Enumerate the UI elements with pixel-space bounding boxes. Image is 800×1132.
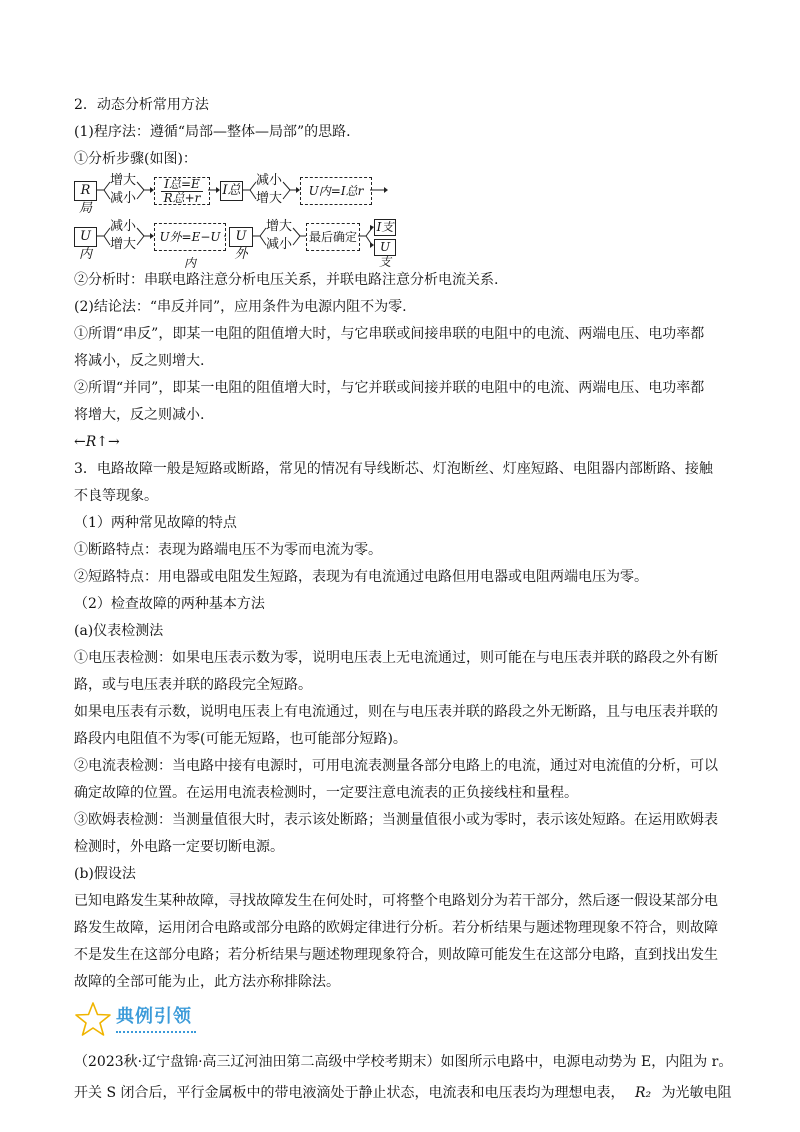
section-3-2-title: （2）检查故障的两种基本方法 xyxy=(74,596,265,612)
voltmeter-line-3: 如果电压表有示数，说明电压表上有电流通过，则在与电压表并联的路段之外无断路，且与电压表并联的 xyxy=(74,704,718,720)
voltmeter-line-2: 路，或与电压表并联的路段完全短路。 xyxy=(74,677,312,693)
example-line-2-text: 开关 S 闭合后，平行金属板中的带电液滴处于静止状态，电流表和电压表均为理想电表， xyxy=(74,1085,625,1101)
method-2-a-line-2: 将减小，反之则增大. xyxy=(74,353,205,369)
flow-2-dec: 减小 xyxy=(110,219,137,234)
hypothesis-line-3: 不是发生在这部分电路；若分析结果与题述物理现象符合，则故障可能发生在这部分电路，直到找出发生 xyxy=(74,947,718,963)
flow-2-out1-box: I支 xyxy=(374,219,396,236)
method-2-b-line-1: ②所谓“并同”，即某一电阻的阻值增大时，与它并联或间接并联的电阻中的电流、两端电压、电功率都 xyxy=(74,380,705,396)
r2-symbol: R₂ xyxy=(634,1085,652,1101)
flow-1-inc: 增大 xyxy=(110,173,137,188)
voltmeter-line-1: ①电压表检测：如果电压表示数为零，说明电压表上无电流通过，则可能在与电压表并联的路段之外有断 xyxy=(74,650,718,666)
method-1-step: ①分析步骤(如图)： xyxy=(74,151,197,167)
example-line-2 xyxy=(74,1083,732,1103)
hypothesis-line-1: 已知电路发生某种故障，寻找故障发生在何处时，可将整个电路划分为若干部分，然后逐一假设某部分电 xyxy=(74,893,718,909)
flow-2-uw-box: U外=E−U内 xyxy=(154,223,226,251)
flow-2-uw2-box: U外 xyxy=(229,227,253,247)
flow-1-inc2: 减小 xyxy=(256,173,283,188)
flow-1-formula-top: I总=E xyxy=(164,177,200,191)
meter-method-title: (a)仪表检测法 xyxy=(74,623,164,639)
flow-2-inc2: 增大 xyxy=(266,219,293,234)
open-circuit-feature: ①断路特点：表现为路端电压不为零而电流为零。 xyxy=(74,542,382,558)
ohmmeter-line-2: 检测时，外电路一定要切断电源。 xyxy=(74,839,284,855)
ohmmeter-line-1: ③欧姆表检测：当测量值很大时，表示该处断路；当测量值很小或为零时，表示该处短路。在运用欧姆表 xyxy=(74,812,718,828)
flow-1-dec2: 增大 xyxy=(256,191,283,206)
example-line-2-end: 为光敏电阻 xyxy=(661,1085,732,1101)
flow-1-dec: 减小 xyxy=(110,191,137,206)
ammeter-line-1: ②电流表检测：当电路中接有电源时，可用电流表测量各部分电路上的电流，通过对电流值的分析，可以 xyxy=(74,758,718,774)
short-circuit-feature: ②短路特点：用电器或电阻发生短路，表现为有电流通过电路但用电器或电阻两端电压为零。 xyxy=(74,569,648,585)
voltmeter-line-4: 路段内电阻值不为零(可能无短路，也可能部分短路)。 xyxy=(74,731,407,747)
heading-dotted-underline xyxy=(116,1031,196,1033)
method-2-a-line-1: ①所谓“串反”，即某一电阻的阻值增大时，与它串联或间接串联的电阻中的电流、两端电压、电功率都 xyxy=(74,326,705,342)
flow-1-formula-bottom: R总+r xyxy=(161,191,203,205)
arrow-line: ←R↑→ xyxy=(74,434,120,450)
section-3-1-title: （1）两种常见故障的特点 xyxy=(74,515,237,531)
flow-1-i-box: I总 xyxy=(220,181,243,201)
flow-1-u-box: U内=I总r xyxy=(300,177,372,205)
flow-2-out2-box: U支 xyxy=(374,239,396,256)
example-line-1: （2023秋·辽宁盘锦·高三辽河油田第二高级中学校考期末）如图所示电路中，电源电动势为 E，内阻为 r。 xyxy=(74,1054,733,1070)
method-2-title: (2)结论法：“串反并同”，应用条件为电源内阻不为零. xyxy=(74,299,407,315)
section-2-title: 2．动态分析常用方法 xyxy=(74,97,209,113)
ammeter-line-2: 确定故障的位置。在运用电流表检测时，一定要注意电流表的正负接线柱和量程。 xyxy=(74,785,578,801)
method-1-analysis: ②分析时：串联电路注意分析电压关系，并联电路注意分析电流关系. xyxy=(74,272,499,288)
flow-2-dec2: 减小 xyxy=(266,237,293,252)
hypothesis-line-2: 路发生故障，运用闭合电路或部分电路的欧姆定律进行分析。若分析结果与题述物理现象不符合，则故障 xyxy=(74,920,718,936)
hypothesis-line-4: 故障的全部可能为止，此方法亦称排除法。 xyxy=(74,974,340,990)
flow-1-r-box: R局 xyxy=(74,181,97,201)
flow-2-inc: 增大 xyxy=(110,237,137,252)
example-heading-title: 典例引领 xyxy=(116,1006,192,1027)
flow-1-formula-box xyxy=(154,177,210,205)
star-icon xyxy=(74,1001,112,1037)
method-2-b-line-2: 将增大，反之则减小. xyxy=(74,407,205,423)
flow-diagram-1 xyxy=(74,173,734,216)
section-3-line-1: 3．电路故障一般是短路或断路，常见的情况有导线断芯、灯泡断丝、灯座短路、电阻器内部断路、接触 xyxy=(74,461,713,477)
flow-2-final-box: 最后确定 xyxy=(306,223,360,251)
section-3-line-2: 不良等现象。 xyxy=(74,488,158,504)
method-1-title: (1)程序法：遵循“局部—整体—局部”的思路. xyxy=(74,124,351,140)
example-heading xyxy=(74,1001,274,1041)
flow-2-u-box: U内 xyxy=(74,227,97,247)
flow-diagram-2 xyxy=(74,219,734,270)
hypothesis-method-title: (b)假设法 xyxy=(74,866,136,882)
